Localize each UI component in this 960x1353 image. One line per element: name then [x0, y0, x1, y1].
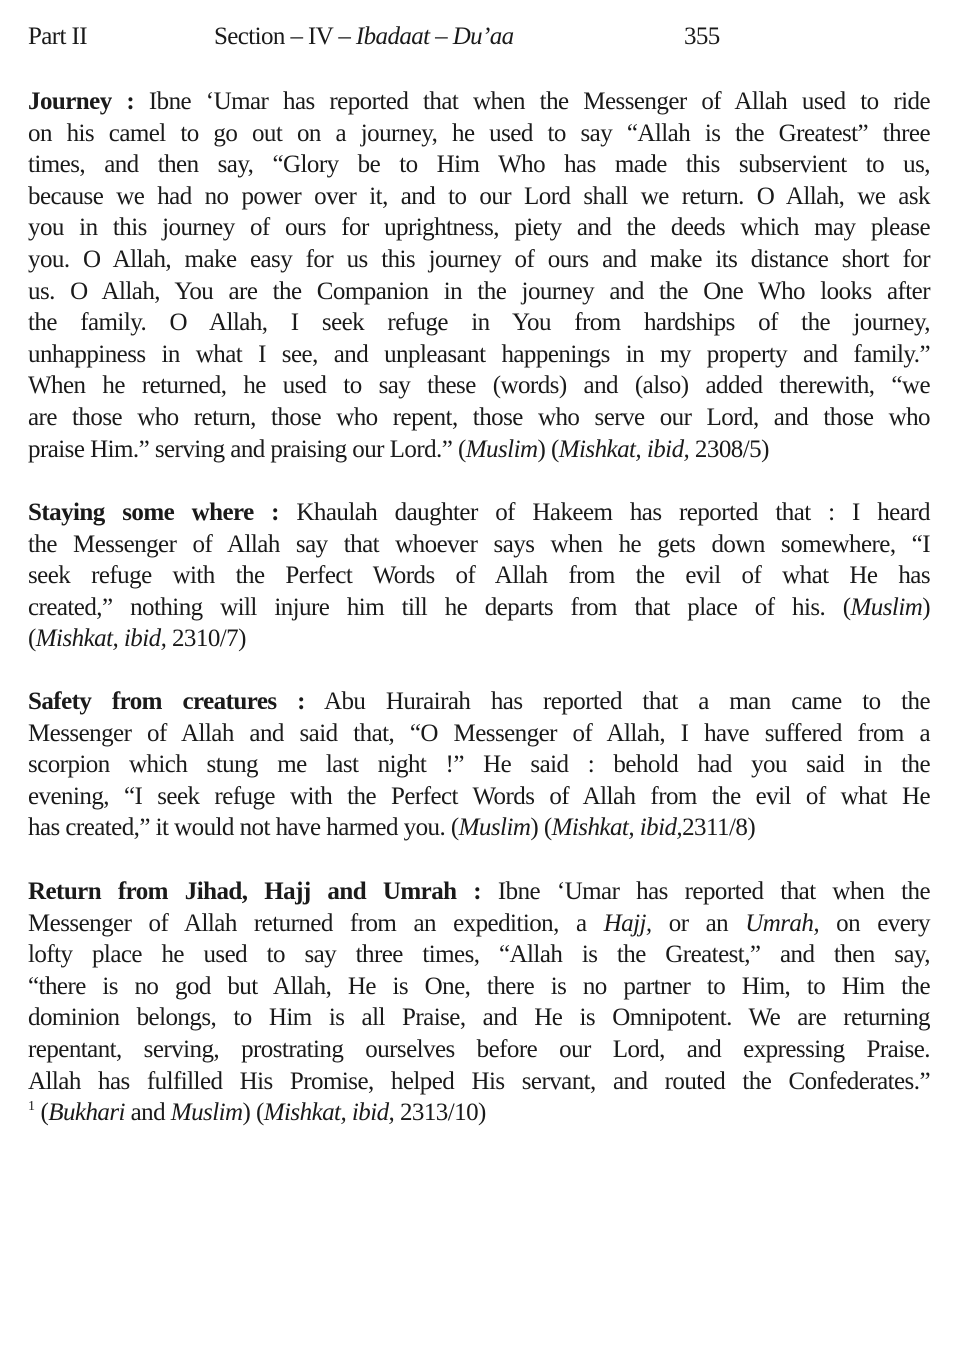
paragraph-line: unhappiness in what I see, and unpleasant happenings in my property and family.” — [28, 340, 930, 368]
header-section-prefix: Section – IV – — [214, 23, 356, 50]
citation: Mishkat, ibid, — [551, 814, 683, 842]
section-heading: Safety from creatures : — [28, 688, 305, 715]
paragraph-line: dominion belongs, to Him is all Praise, and He is Omnipotent. We are returning — [28, 1004, 930, 1032]
paragraph-line: on his camel to go out on a journey, he used to say “Allah is the Greatest” three — [28, 119, 930, 147]
citation: Muslim — [850, 593, 923, 621]
paragraph-line: Safety from creatures : Abu Hurairah has reported that a man came to the — [28, 688, 930, 715]
paragraph-line: Messenger of Allah and said that, “O Messenger of Allah, I have suffered from a — [28, 719, 930, 747]
header-section-title: Ibadaat – Du’aa — [355, 23, 514, 50]
paragraph-line: praise Him.” serving and praising our Lord.” (Muslim) (Mishkat, ibid, 2308/5) — [28, 435, 769, 463]
paragraph-line: repentant, serving, prostrating ourselves before our Lord, and expressing Praise. — [28, 1036, 930, 1063]
citation: Mishkat, ibid, — [263, 1099, 395, 1127]
footnote-line: $^1$ (Bukhari and Muslim) (Mishkat, ibid, 2313/10) — [28, 1099, 486, 1127]
italic-term-umrah: Umrah, — [745, 909, 820, 937]
paragraph-line: are those who return, those who repent, those who serve our Lord, and those who — [28, 404, 930, 431]
paragraph-line: (Mishkat, ibid, 2310/7) — [28, 625, 246, 653]
citation: Muslim — [465, 435, 538, 463]
citation: Muslim — [170, 1099, 243, 1127]
paragraph-line: Messenger of Allah returned from an expedition, a Hajj, or an Umrah, on every — [28, 909, 930, 937]
citation: Muslim — [458, 814, 531, 842]
paragraph-line: has created,” it would not have harmed you. (Muslim) (Mishkat, ibid,2311/8) — [28, 814, 756, 842]
italic-term-hajj: Hajj, — [603, 909, 652, 937]
header-section — [214, 20, 514, 54]
header-part: Part II — [28, 23, 87, 50]
paragraph-line: lofty place he used to say three times, “Allah is the Greatest,” and then say, — [28, 941, 930, 969]
paragraph-line: When he returned, he used to say these (words) and (also) added therewith, “we — [28, 372, 930, 400]
paragraph-line: scorpion which stung me last night !” He said : behold had you said in the — [28, 751, 930, 779]
paragraph-line: created,” nothing will injure him till he departs from that place of his. (Muslim) — [28, 593, 930, 621]
citation: Mishkat, ibid, — [35, 625, 167, 653]
citation: Mishkat, ibid, — [558, 435, 690, 463]
paragraph-line: times, and then say, “Glory be to Him Who has made this subservient to us, — [28, 151, 930, 179]
section-heading: Staying some where : — [28, 499, 279, 526]
paragraph-line: you. O Allah, make easy for us this journey of ours and make its distance short for — [28, 246, 930, 273]
paragraph-line: Allah has fulfilled His Promise, helped His servant, and routed the Confederates.” — [28, 1067, 930, 1095]
citation: Bukhari — [48, 1099, 125, 1127]
paragraph-line: evening, “I seek refuge with the Perfect Words of Allah from the evil of what He — [28, 782, 930, 810]
paragraph-line: Return from Jihad, Hajj and Umrah : Ibne ‘Umar has reported that when the — [28, 878, 931, 905]
paragraph-line: you in this journey of ours for uprightness, piety and the deeds which may please — [28, 214, 930, 242]
paragraph-line: seek refuge with the Perfect Words of Allah from the evil of what He has — [28, 562, 930, 590]
paragraph-line: “there is no god but Allah, He is One, there is no partner to Him, to Him the — [28, 972, 930, 1000]
running-header — [0, 20, 960, 54]
paragraph-line: Journey : Ibne ‘Umar has reported that when the Messenger of Allah used to ride — [28, 88, 930, 115]
paragraph-line: because we had no power over it, and to our Lord shall we return. O Allah, we ask — [28, 182, 930, 210]
paragraph-line: us. O Allah, You are the Companion in the journey and the One Who looks after — [28, 277, 930, 305]
paragraph-line: the Messenger of Allah say that whoever says when he gets down somewhere, “I — [28, 530, 930, 558]
page-number: 355 — [684, 23, 720, 50]
footnote-marker: 1 — [28, 1099, 35, 1115]
paragraph-line: Staying some where : Khaulah daughter of Hakeem has reported that : I heard — [28, 499, 930, 526]
section-heading: Journey : — [28, 88, 135, 115]
paragraph-line: the family. O Allah, I seek refuge in You from hardships of the journey, — [28, 309, 930, 337]
section-heading: Return from Jihad, Hajj and Umrah : — [28, 878, 482, 905]
